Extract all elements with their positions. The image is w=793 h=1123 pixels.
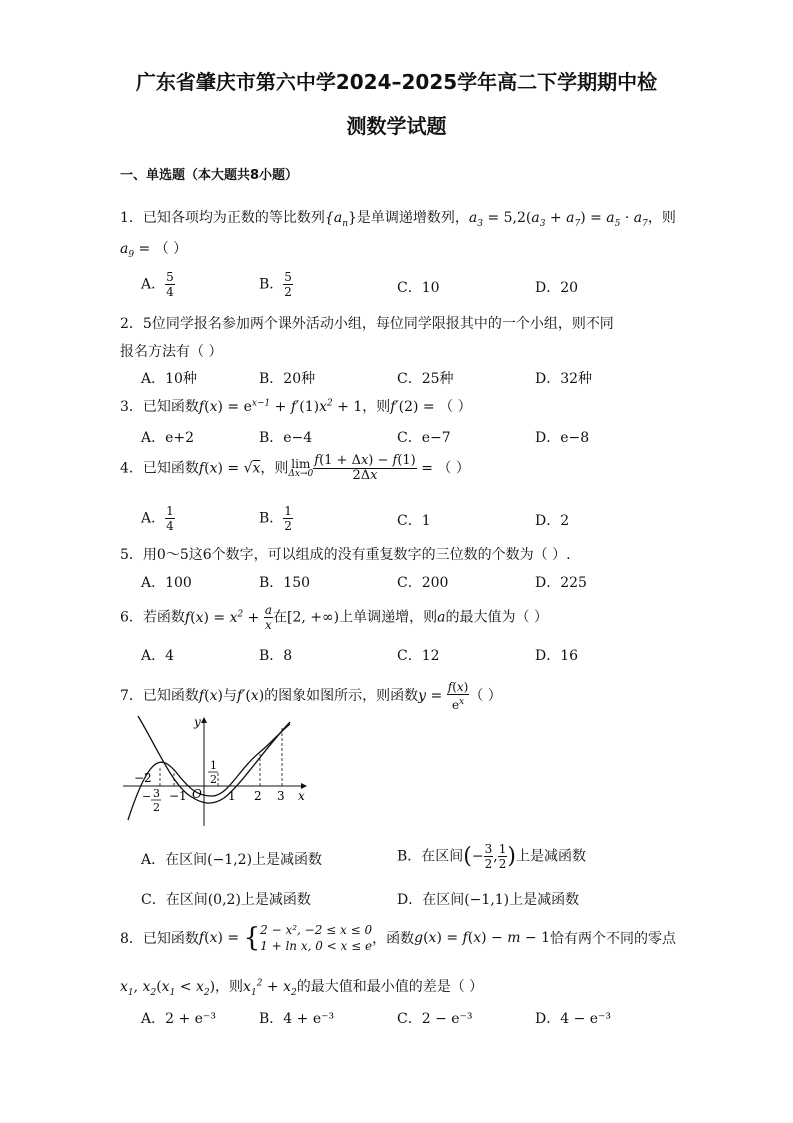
q7-option-b[interactable]: B．在区间(− $\frac{3}{2}$ , $\frac{1}{2}$ )上是减函数 (397, 842, 586, 871)
q4-option-c[interactable]: C．1 (397, 513, 431, 529)
q8-option-c[interactable]: C．2 − e⁻³ (397, 1011, 473, 1027)
document-title-line2: 测数学试题 (346, 114, 447, 138)
q1-option-b[interactable]: B． $\frac{5}{2}$ (259, 270, 292, 299)
tick-3: 3 (277, 789, 285, 803)
q1-condition: $a_3 = 5,2(a_3 + a_7) = a_5 \cdot a_7$ (468, 210, 648, 229)
q6-option-d[interactable]: D．16 (535, 648, 579, 664)
q3-option-c[interactable]: C．e−7 (397, 430, 451, 446)
tick-half-den: 2 (210, 773, 217, 786)
document-title-line1: 广东省肇庆市第六中学2024–2025学年高二下学期期中检 (135, 70, 658, 94)
q2-option-c[interactable]: C．25种 (397, 371, 454, 387)
tick-neg1: −1 (169, 789, 187, 803)
y-label: y (194, 715, 201, 729)
q7-option-c[interactable]: C．在区间(0,2)上是减函数 (141, 892, 311, 908)
q2-option-a[interactable]: A．10种 (141, 371, 197, 387)
q5-option-a[interactable]: A．100 (141, 575, 192, 591)
q7-option-a[interactable]: A．在区间(−1,2)上是减函数 (141, 852, 323, 868)
tick-1: 1 (228, 789, 236, 803)
q5-option-b[interactable]: B．150 (259, 575, 311, 591)
q5-option-c[interactable]: C．200 (397, 575, 449, 591)
question-6: 6．若函数$f(x) = x^2$ + $\frac{a}{x}$ 在[2, +∞)上单调递增，则a的最大值为（ ） (120, 603, 548, 632)
section-header: 一、单选题（本大题共8小题） (120, 168, 299, 183)
q2-option-b[interactable]: B．20种 (259, 371, 316, 387)
q8-option-b[interactable]: B．4 + e⁻³ (259, 1011, 335, 1027)
question-2-line1: 2．5位同学报名参加两个课外活动小组，每位同学限报其中的一个小组，则不同 (120, 316, 614, 332)
tick-neg-three-half-den: 2 (153, 801, 160, 814)
question-5: 5．用0～5这6个数字，可以组成的没有重复数字的三位数的个数为（ ）. (120, 547, 571, 563)
question-1-line2: $a_9$ = （ ） (120, 241, 188, 260)
x-label: x (298, 789, 305, 803)
q1-option-d[interactable]: D．20 (535, 280, 579, 296)
tick-neg-three-half-minus: − (142, 790, 152, 803)
question-8-line2: $x_1$, $x_2(x_1 < x_2)$，则$x_1^2 + x_2$的最大值和最小值的差是（ ） (120, 978, 484, 998)
q7-option-d[interactable]: D．在区间(−1,1)上是减函数 (397, 892, 580, 908)
question-3: 3．已知函数$f(x) = e^{x-1} + f'(1)x^2 + 1$，则f′(2) = （ ） (120, 398, 472, 415)
q6-option-b[interactable]: B．8 (259, 648, 293, 664)
tick-neg-three-half-num: 3 (153, 787, 160, 800)
q1-option-c[interactable]: C．10 (397, 280, 440, 296)
q3-option-b[interactable]: B．e−4 (259, 430, 313, 446)
q8-option-d[interactable]: D．4 − e⁻³ (535, 1011, 612, 1027)
q8-option-a[interactable]: A．2 + e⁻³ (141, 1011, 216, 1027)
question-8-line1: 8．已知函数f(x) = { 2 − x², −2 ≤ x ≤ 0 1 + ln x, 0 < x ≤ e ，函数g(x) = f(x) − m − 1恰有两个不同的零点 (120, 923, 677, 953)
question-7: 7．已知函数f(x)与f′(x)的图象如图所示，则函数y = $\frac{f(x)}{e^x}$ （ ） (120, 680, 502, 712)
q4-option-d[interactable]: D．2 (535, 513, 570, 529)
tick-neg2: −2 (134, 771, 152, 785)
function-graph (120, 712, 320, 830)
q4-option-b[interactable]: B． $\frac{1}{2}$ (259, 504, 292, 533)
q4-option-a[interactable]: A． $\frac{1}{4}$ (141, 504, 174, 533)
question-4: 4．已知函数f(x) = √x，则 lim Δx→0 $\frac{f(1 + \Delta x) - f(1)}{2\Delta x}$ = （ ） (120, 453, 470, 483)
q5-option-d[interactable]: D．225 (535, 575, 587, 591)
q6-option-c[interactable]: C．12 (397, 648, 440, 664)
tick-2: 2 (254, 789, 262, 803)
q3-option-d[interactable]: D．e−8 (535, 430, 590, 446)
q6-option-a[interactable]: A．4 (141, 648, 175, 664)
tick-half-num: 1 (210, 759, 217, 772)
question-2-line2: 报名方法有（ ） (120, 344, 223, 360)
q3-function: $f(x) = e^{x-1} + f'(1)x^2 + 1$ (198, 398, 363, 415)
q2-option-d[interactable]: D．32种 (535, 371, 593, 387)
q1-option-a[interactable]: A． $\frac{5}{4}$ (141, 270, 174, 299)
question-1-line1: 1．已知各项均为正数的等比数列$\{a_n\}$是单调递增数列，$a_3 = 5,2(a_3 + a_7) = a_5 \cdot a_7$，则 (120, 210, 676, 229)
q3-option-a[interactable]: A．e+2 (141, 430, 195, 446)
origin-label: O (192, 787, 202, 801)
